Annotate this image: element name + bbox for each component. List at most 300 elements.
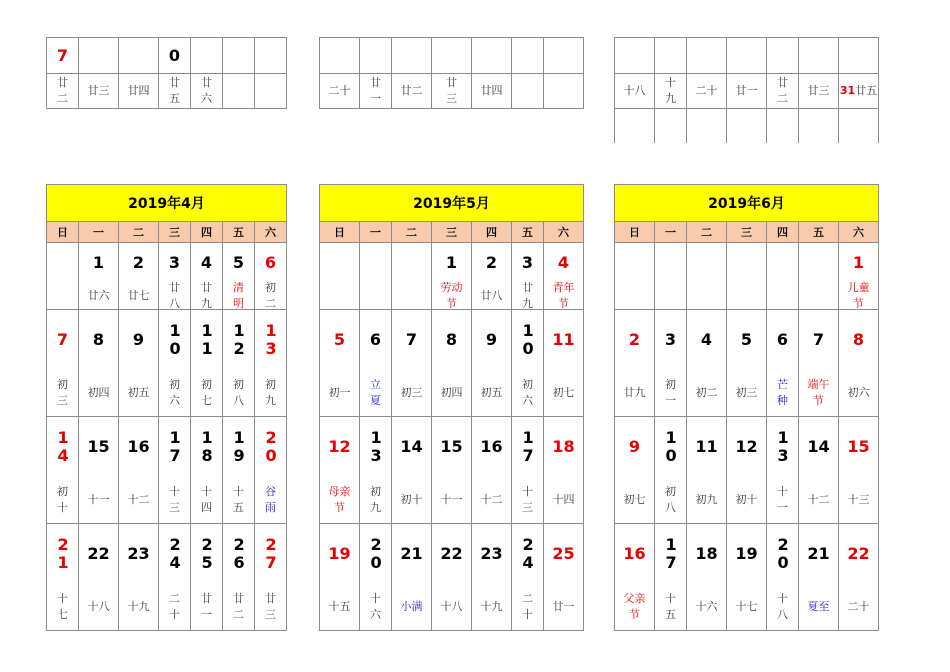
date-number: 2 xyxy=(628,330,641,349)
calendar-june xyxy=(614,184,879,631)
lunar-date: 十八 xyxy=(440,600,463,613)
weekday-header: 五 xyxy=(799,222,839,243)
day-cell xyxy=(79,524,119,631)
date-number: 13 xyxy=(265,321,277,358)
lunar-date: 初八 xyxy=(233,378,244,407)
date-number: 25 xyxy=(201,535,213,572)
lunar-date: 初七 xyxy=(552,386,575,399)
day-cell xyxy=(767,417,799,524)
lunar-date: 初七 xyxy=(623,493,646,506)
weeks-body xyxy=(320,243,584,631)
fragment-lunar-row xyxy=(47,74,287,109)
date-number: 19 xyxy=(328,544,351,563)
date-number: 21 xyxy=(57,535,69,572)
weekday-header: 一 xyxy=(360,222,392,243)
week-row xyxy=(615,417,879,524)
date-number: 17 xyxy=(522,428,534,465)
lunar-cell: 十九 xyxy=(665,76,676,105)
week-row xyxy=(320,310,584,417)
lunar-date: 初五 xyxy=(480,386,503,399)
date-number: 10 xyxy=(522,321,534,358)
day-cell xyxy=(472,310,512,417)
date-number: 13 xyxy=(777,428,789,465)
lunar-cell: 廿三 xyxy=(807,84,830,97)
lunar-cell: 廿二 xyxy=(57,76,68,105)
lunar-date: 十二 xyxy=(480,493,503,506)
date-number: 27 xyxy=(265,535,277,572)
date-number: 14 xyxy=(57,428,69,465)
month-title: 2019年6月 xyxy=(615,185,879,222)
date-number: 18 xyxy=(695,544,718,563)
weekday-header: 二 xyxy=(119,222,159,243)
day-cell xyxy=(839,524,879,631)
day-cell xyxy=(392,524,432,631)
day-cell xyxy=(360,243,392,310)
lunar-date: 廿九 xyxy=(201,281,212,310)
day-cell xyxy=(255,310,287,417)
week-row xyxy=(320,524,584,631)
weekday-header: 四 xyxy=(191,222,223,243)
date-number: 20 xyxy=(265,428,277,465)
day-cell xyxy=(687,310,727,417)
day-cell xyxy=(544,243,584,310)
day-cell xyxy=(655,243,687,310)
lunar-date: 初四 xyxy=(440,386,463,399)
weekday-header: 二 xyxy=(392,222,432,243)
lunar-date: 初七 xyxy=(201,378,212,407)
date-number: 2 xyxy=(132,253,145,272)
date-number: 21 xyxy=(400,544,423,563)
lunar-date: 十一 xyxy=(777,485,788,514)
weekday-header: 五 xyxy=(512,222,544,243)
day-cell xyxy=(191,310,223,417)
date-number: 5 xyxy=(740,330,753,349)
day-cell xyxy=(767,243,799,310)
date-cell: 7 xyxy=(56,45,69,65)
lunar-date: 初二 xyxy=(265,281,276,310)
day-cell xyxy=(615,243,655,310)
fragment-lunar-row xyxy=(320,74,584,109)
day-cell xyxy=(47,524,79,631)
day-cell xyxy=(119,524,159,631)
date-number: 15 xyxy=(440,437,463,456)
lunar-date: 初三 xyxy=(735,386,758,399)
week-row xyxy=(320,417,584,524)
lunar-cell: 廿二 xyxy=(400,84,423,97)
month-title-row xyxy=(47,185,287,222)
lunar-date: 初六 xyxy=(169,378,180,407)
weekday-header: 三 xyxy=(727,222,767,243)
day-cell xyxy=(360,524,392,631)
day-cell xyxy=(191,243,223,310)
lunar-date: 谷雨 xyxy=(265,485,276,514)
weekday-header: 一 xyxy=(655,222,687,243)
fragment-date-row xyxy=(320,38,584,74)
month-title: 2019年5月 xyxy=(320,185,584,222)
lunar-date: 端午节 xyxy=(807,378,830,407)
lunar-date: 十七 xyxy=(735,600,758,613)
date-cell: 0 xyxy=(168,45,181,65)
lunar-date: 十一 xyxy=(87,493,110,506)
date-number: 14 xyxy=(807,437,830,456)
date-number: 4 xyxy=(557,253,570,272)
lunar-date: 初六 xyxy=(522,378,533,407)
day-cell xyxy=(544,524,584,631)
date-number: 9 xyxy=(132,330,145,349)
day-cell xyxy=(687,417,727,524)
weekday-header: 六 xyxy=(255,222,287,243)
date-number: 3 xyxy=(521,253,534,272)
date-number: 3 xyxy=(168,253,181,272)
day-cell xyxy=(119,417,159,524)
lunar-cell: 廿四 xyxy=(480,84,503,97)
date-number: 3 xyxy=(664,330,677,349)
day-cell xyxy=(392,243,432,310)
date-number: 12 xyxy=(233,321,245,358)
lunar-date: 十五 xyxy=(665,592,676,621)
day-cell xyxy=(392,417,432,524)
lunar-date: 十三 xyxy=(522,485,533,514)
day-cell xyxy=(223,417,255,524)
date-number: 1 xyxy=(92,253,105,272)
day-cell xyxy=(360,417,392,524)
day-cell xyxy=(512,524,544,631)
day-cell xyxy=(255,524,287,631)
date-number: 1 xyxy=(852,253,865,272)
date-number: 4 xyxy=(200,253,213,272)
date-number: 6 xyxy=(776,330,789,349)
lunar-date: 十九 xyxy=(127,600,150,613)
date-number: 2 xyxy=(485,253,498,272)
lunar-date: 廿九 xyxy=(522,281,533,310)
date-number: 19 xyxy=(735,544,758,563)
calendar-april xyxy=(46,184,287,631)
weekday-header: 日 xyxy=(47,222,79,243)
lunar-date: 十八 xyxy=(777,592,788,621)
date-number: 23 xyxy=(127,544,150,563)
month-table xyxy=(46,184,287,631)
day-cell xyxy=(320,310,360,417)
date-number: 11 xyxy=(201,321,213,358)
day-cell xyxy=(799,524,839,631)
day-cell xyxy=(727,243,767,310)
weekday-header-row xyxy=(47,222,287,243)
lunar-date: 初八 xyxy=(665,485,676,514)
weekday-header: 五 xyxy=(223,222,255,243)
date-number: 9 xyxy=(628,437,641,456)
lunar-date: 初十 xyxy=(735,493,758,506)
fragment-date-row xyxy=(47,38,287,74)
week-row xyxy=(320,243,584,310)
date-number: 13 xyxy=(370,428,382,465)
day-cell xyxy=(727,310,767,417)
lunar-date: 初一 xyxy=(328,386,351,399)
date-number: 11 xyxy=(695,437,718,456)
date-number: 8 xyxy=(445,330,458,349)
date-number: 14 xyxy=(400,437,423,456)
month-title: 2019年4月 xyxy=(47,185,287,222)
day-cell xyxy=(687,243,727,310)
day-cell xyxy=(159,417,191,524)
day-cell xyxy=(839,310,879,417)
weekday-header: 四 xyxy=(767,222,799,243)
lunar-date: 初三 xyxy=(400,386,423,399)
lunar-date: 十二 xyxy=(807,493,830,506)
week-row xyxy=(615,524,879,631)
lunar-date: 父亲节 xyxy=(623,592,646,621)
lunar-date: 初三 xyxy=(57,378,68,407)
day-cell xyxy=(655,417,687,524)
day-cell xyxy=(512,417,544,524)
lunar-cell: 廿五 xyxy=(169,76,180,105)
date-number: 6 xyxy=(369,330,382,349)
weekday-header-row xyxy=(320,222,584,243)
lunar-date: 廿八 xyxy=(480,289,503,302)
date-number: 7 xyxy=(812,330,825,349)
day-cell xyxy=(512,243,544,310)
date-number: 16 xyxy=(623,544,646,563)
lunar-date: 十二 xyxy=(127,493,150,506)
lunar-date: 十三 xyxy=(169,485,180,514)
day-cell xyxy=(472,417,512,524)
lunar-date: 十四 xyxy=(201,485,212,514)
week-row xyxy=(615,243,879,310)
day-cell xyxy=(159,310,191,417)
weekday-header-row xyxy=(615,222,879,243)
date-number: 9 xyxy=(485,330,498,349)
date-number: 20 xyxy=(777,535,789,572)
lunar-date: 小满 xyxy=(400,600,423,613)
lunar-date: 初一 xyxy=(665,378,676,407)
date-number: 4 xyxy=(700,330,713,349)
date-number: 17 xyxy=(665,535,677,572)
date-number: 1 xyxy=(445,253,458,272)
lunar-date: 廿一 xyxy=(552,600,575,613)
fragment-table xyxy=(46,37,287,109)
date-number: 10 xyxy=(665,428,677,465)
day-cell xyxy=(159,243,191,310)
day-cell xyxy=(255,243,287,310)
date-number: 31 xyxy=(839,84,856,97)
day-cell xyxy=(727,417,767,524)
lunar-cell: 廿三 xyxy=(87,84,110,97)
lunar-date: 廿八 xyxy=(169,281,180,310)
month-table xyxy=(614,184,879,631)
date-number: 21 xyxy=(807,544,830,563)
weekday-header: 六 xyxy=(544,222,584,243)
lunar-cell: 廿三 xyxy=(446,76,457,105)
lunar-date: 廿五 xyxy=(855,84,878,97)
date-number: 25 xyxy=(552,544,575,563)
lunar-date: 廿九 xyxy=(623,386,646,399)
day-cell xyxy=(544,310,584,417)
date-number: 22 xyxy=(440,544,463,563)
weeks-body xyxy=(615,243,879,631)
weekday-header: 三 xyxy=(159,222,191,243)
lunar-cell: 二十 xyxy=(328,84,351,97)
day-cell xyxy=(320,243,360,310)
lunar-date: 初六 xyxy=(847,386,870,399)
day-cell xyxy=(432,524,472,631)
day-cell xyxy=(767,310,799,417)
month-title-row xyxy=(615,185,879,222)
day-cell xyxy=(47,417,79,524)
lunar-cell: 二十 xyxy=(695,84,718,97)
date-number: 6 xyxy=(264,253,277,272)
weekday-header: 三 xyxy=(432,222,472,243)
date-number: 23 xyxy=(480,544,503,563)
weekday-header: 四 xyxy=(472,222,512,243)
day-cell xyxy=(79,243,119,310)
week-row xyxy=(47,310,287,417)
date-number: 19 xyxy=(233,428,245,465)
lunar-date: 十三 xyxy=(847,493,870,506)
lunar-date: 初二 xyxy=(695,386,718,399)
lunar-date: 初十 xyxy=(400,493,423,506)
day-cell xyxy=(47,310,79,417)
day-cell xyxy=(159,524,191,631)
date-number: 16 xyxy=(480,437,503,456)
day-cell xyxy=(615,417,655,524)
weekday-header: 二 xyxy=(687,222,727,243)
date-number: 12 xyxy=(735,437,758,456)
day-cell xyxy=(191,524,223,631)
date-number: 7 xyxy=(56,330,69,349)
lunar-date: 母亲节 xyxy=(328,485,351,514)
lunar-date: 廿二 xyxy=(233,592,244,621)
date-number: 15 xyxy=(87,437,110,456)
lunar-cell: 廿六 xyxy=(201,76,212,105)
day-cell xyxy=(615,524,655,631)
day-cell xyxy=(544,417,584,524)
day-cell xyxy=(360,310,392,417)
lunar-date: 立夏 xyxy=(370,378,381,407)
date-number: 8 xyxy=(92,330,105,349)
date-number: 18 xyxy=(201,428,213,465)
date-number: 11 xyxy=(552,330,575,349)
day-cell xyxy=(799,310,839,417)
date-number: 24 xyxy=(522,535,534,572)
month-title-row xyxy=(320,185,584,222)
lunar-date: 劳动节 xyxy=(440,281,463,310)
fragment-table xyxy=(319,37,584,109)
lunar-date: 廿七 xyxy=(127,289,150,302)
day-cell xyxy=(79,417,119,524)
lunar-date: 廿一 xyxy=(201,592,212,621)
day-cell xyxy=(727,524,767,631)
lunar-date: 二十 xyxy=(847,600,870,613)
day-cell xyxy=(223,524,255,631)
lunar-date: 初五 xyxy=(127,386,150,399)
day-cell xyxy=(839,417,879,524)
week-row xyxy=(47,417,287,524)
day-cell xyxy=(432,417,472,524)
lunar-date: 芒种 xyxy=(777,378,788,407)
lunar-date: 十九 xyxy=(480,600,503,613)
lunar-date: 十六 xyxy=(370,592,381,621)
lunar-cell: 廿一 xyxy=(370,76,381,105)
date-number: 10 xyxy=(169,321,181,358)
weekday-header: 一 xyxy=(79,222,119,243)
lunar-date: 廿三 xyxy=(265,592,276,621)
day-cell xyxy=(799,243,839,310)
fragment-date-row xyxy=(615,38,879,74)
weekday-header: 日 xyxy=(320,222,360,243)
day-cell xyxy=(119,243,159,310)
weekday-header: 日 xyxy=(615,222,655,243)
fragment-lunar-row xyxy=(615,74,879,109)
lunar-date: 十四 xyxy=(552,493,575,506)
lunar-date: 廿六 xyxy=(87,289,110,302)
lunar-cell: 廿二 xyxy=(777,76,788,105)
lunar-date: 十五 xyxy=(328,600,351,613)
day-cell xyxy=(119,310,159,417)
lunar-date: 初四 xyxy=(87,386,110,399)
fragment-right xyxy=(614,37,879,143)
day-cell xyxy=(223,243,255,310)
fragment-table xyxy=(614,37,879,143)
lunar-date: 初十 xyxy=(57,485,68,514)
date-number: 7 xyxy=(405,330,418,349)
lunar-date: 二十 xyxy=(522,592,533,621)
date-number: 5 xyxy=(232,253,245,272)
lunar-date: 初九 xyxy=(265,378,276,407)
day-cell xyxy=(767,524,799,631)
week-row xyxy=(47,524,287,631)
weekday-header: 六 xyxy=(839,222,879,243)
lunar-date: 十一 xyxy=(440,493,463,506)
day-cell xyxy=(512,310,544,417)
fragment-middle xyxy=(319,37,584,109)
week-row xyxy=(47,243,287,310)
day-cell xyxy=(320,524,360,631)
date-number: 8 xyxy=(852,330,865,349)
calendar-may xyxy=(319,184,584,631)
day-cell xyxy=(223,310,255,417)
day-cell xyxy=(839,243,879,310)
date-number: 24 xyxy=(169,535,181,572)
fragment-left xyxy=(46,37,287,109)
date-number: 22 xyxy=(847,544,870,563)
date-number: 15 xyxy=(847,437,870,456)
day-cell xyxy=(432,243,472,310)
date-number: 12 xyxy=(328,437,351,456)
lunar-cell: 十八 xyxy=(623,84,646,97)
lunar-date: 初九 xyxy=(695,493,718,506)
day-cell xyxy=(655,524,687,631)
day-cell xyxy=(320,417,360,524)
date-number: 17 xyxy=(169,428,181,465)
day-cell xyxy=(615,310,655,417)
day-cell xyxy=(47,243,79,310)
lunar-date: 十五 xyxy=(233,485,244,514)
lunar-date: 初九 xyxy=(370,485,381,514)
date-number: 5 xyxy=(333,330,346,349)
day-cell xyxy=(432,310,472,417)
day-cell xyxy=(472,524,512,631)
lunar-date: 清明 xyxy=(233,281,244,310)
day-cell xyxy=(655,310,687,417)
lunar-cell xyxy=(839,83,878,99)
month-table xyxy=(319,184,584,631)
day-cell xyxy=(687,524,727,631)
lunar-date: 夏至 xyxy=(807,600,830,613)
lunar-date: 儿童节 xyxy=(847,281,870,310)
date-number: 26 xyxy=(233,535,245,572)
date-number: 20 xyxy=(370,535,382,572)
lunar-date: 十六 xyxy=(695,600,718,613)
lunar-date: 十七 xyxy=(57,592,68,621)
